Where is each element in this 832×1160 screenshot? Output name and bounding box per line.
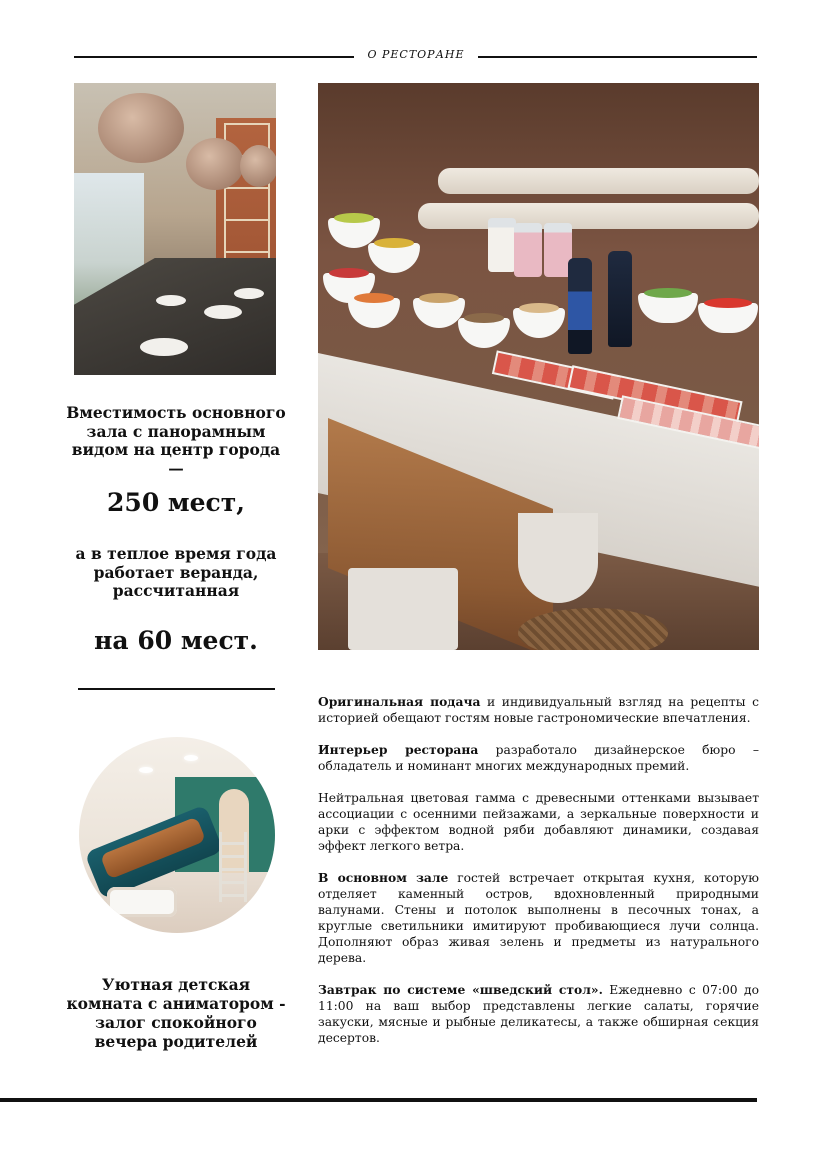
- ceiling-light: [184, 755, 198, 761]
- bench-leg: [348, 568, 458, 650]
- capacity-main: 250 мест,: [107, 488, 245, 517]
- paragraph-lead: Завтрак по системе «шведский стол».: [318, 982, 603, 997]
- wicker-basket: [518, 608, 668, 650]
- plate: [140, 338, 188, 356]
- veranda-intro: а в теплое время года работает веранда, рассчитанная: [75, 544, 277, 600]
- oil-bottle: [568, 258, 592, 354]
- pendant-lamp: [240, 145, 276, 187]
- yogurt-jar: [514, 223, 542, 277]
- buffet-photo: [318, 83, 759, 650]
- cereal-bowl: [513, 308, 565, 338]
- kids-room-caption: Уютная детская комната с аниматором - залог спокойного вечера родителей: [66, 975, 286, 1051]
- buffet-shelf: [418, 203, 759, 229]
- ladder: [219, 832, 247, 902]
- footer-rule: [0, 1098, 757, 1102]
- vinegar-bottle: [608, 251, 632, 347]
- cereal-bowl: [458, 318, 510, 348]
- dining-hall-photo: [74, 83, 276, 375]
- salad-bowl: [638, 293, 698, 323]
- salad-bowl: [698, 303, 758, 333]
- header-rule-right: [478, 56, 757, 58]
- description-text: [318, 694, 759, 1062]
- kids-room-photo: [79, 737, 275, 933]
- header-rule-left: [74, 56, 354, 58]
- pendant-lamp: [186, 138, 244, 190]
- pendant-lamp: [98, 93, 184, 163]
- paragraph-body: и индивидуальный взгляд на рецепты с историей обещают гостям новые гастрономические впечатления.: [318, 695, 759, 725]
- plate: [156, 295, 186, 306]
- plate: [234, 288, 264, 299]
- paragraph-lead: Оригинальная подача: [318, 694, 481, 709]
- paragraph-serving: [318, 694, 759, 726]
- fruit-bowl: [368, 243, 420, 273]
- paragraph-body: гостей встречает открытая кухня, которую отделяет каменный остров, вдохновленный природными валунами. Стены и потолок выполнены в песочных тонах, а круглые светильники имитируют пробивающиеся лучи солнца. Дополняют образ живая зелень и предметы из натурального дерева.: [318, 871, 760, 965]
- counter-leg: [518, 513, 598, 603]
- left-divider: [78, 688, 275, 690]
- milk-jar: [488, 218, 516, 272]
- plate: [204, 305, 242, 319]
- section-title: О РЕСТОРАНЕ: [367, 48, 465, 61]
- paragraph-palette: [318, 790, 759, 854]
- fruit-bowl: [348, 298, 400, 328]
- paragraph-body: Нейтральная цветовая гамма с древесными оттенками вызывает ассоциации с осенними пейзажами, а зеркальные поверхности и арки с эффектом водной ряби добавляют динамики, создавая эффект легкого ветра.: [318, 791, 759, 853]
- paragraph-lead: Интерьер ресторана: [318, 742, 479, 757]
- veranda-capacity: на 60 мест.: [94, 626, 258, 655]
- paragraph-lead: В основном зале: [318, 870, 449, 885]
- capacity-intro: Вместимость основного зала с панорамным видом на центр города —: [66, 403, 286, 478]
- ceiling-light: [139, 767, 153, 773]
- ball-pit: [107, 887, 177, 917]
- paragraph-body: разработало дизайнерское бюро – обладатель и номинант многих международных премий.: [318, 743, 759, 773]
- paragraph-main-hall: [318, 870, 759, 966]
- paragraph-interior: [318, 742, 759, 774]
- paragraph-breakfast: [318, 982, 759, 1046]
- buffet-shelf: [438, 168, 759, 194]
- paragraph-body: Ежедневно с 07:00 до 11:00 на ваш выбор представлены легкие салаты, горячие закуски, мясные и рыбные деликатесы, а также обширная секция десертов.: [318, 983, 759, 1045]
